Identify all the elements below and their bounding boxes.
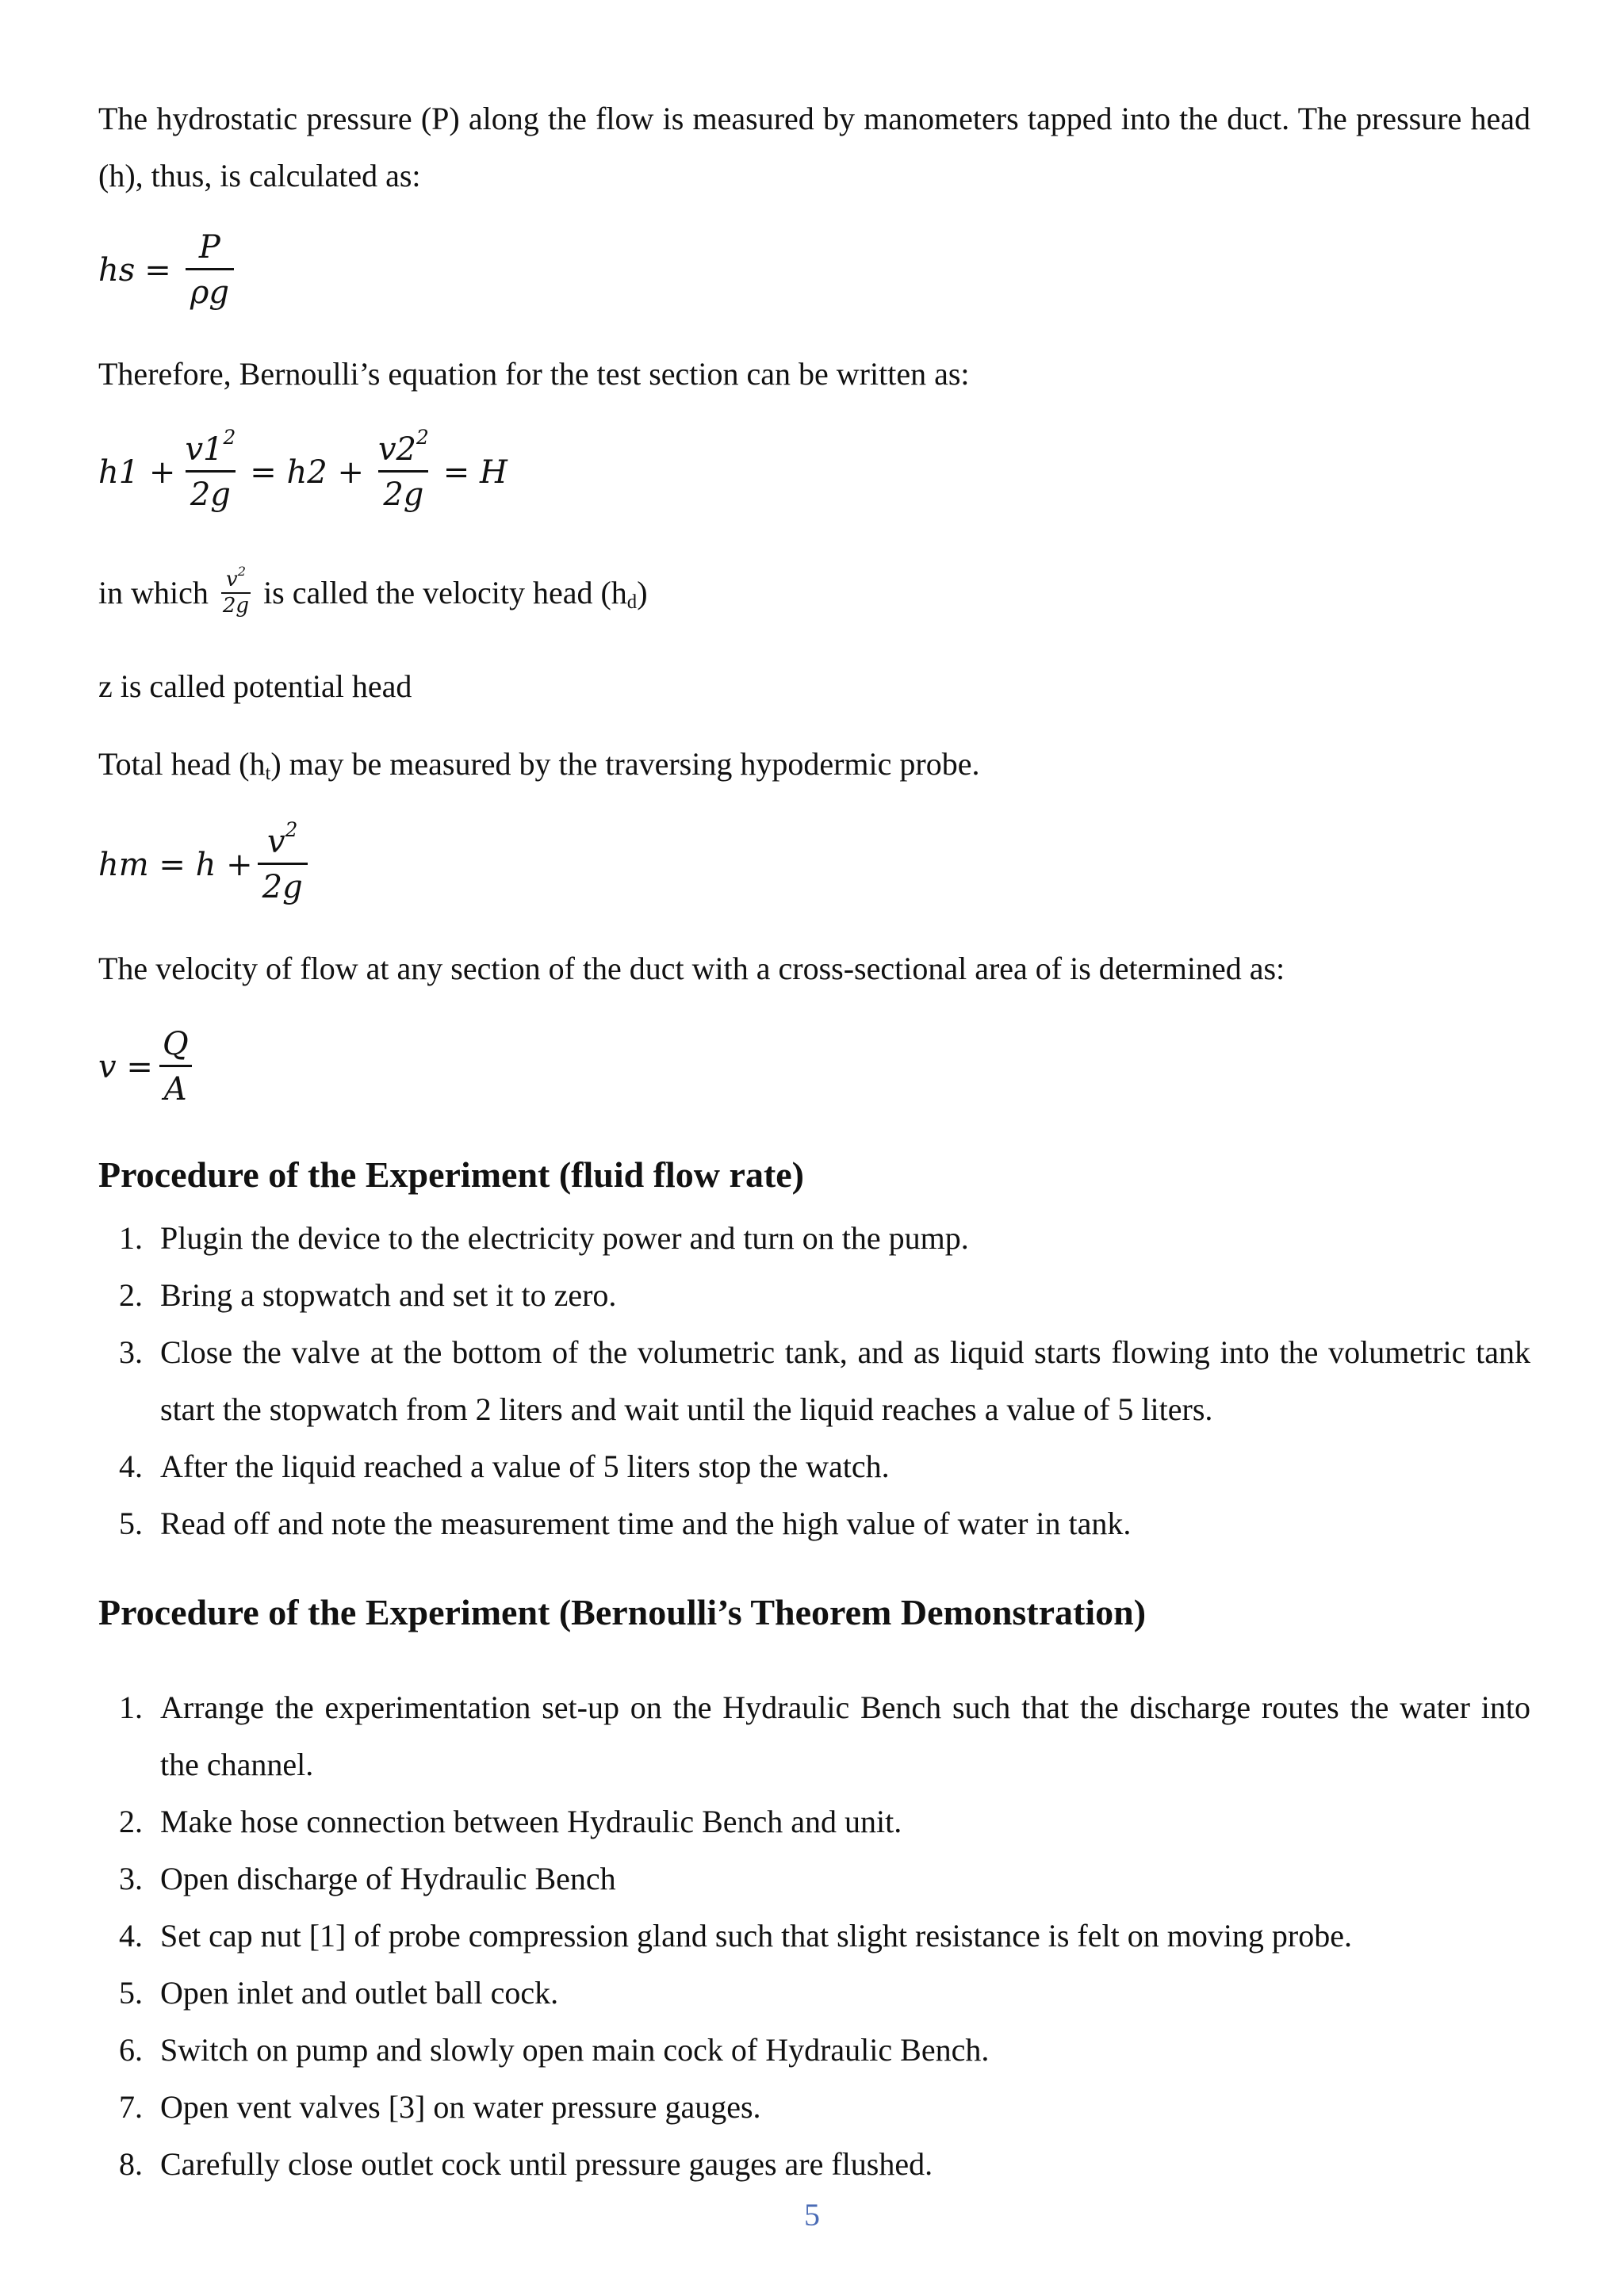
eq2-term3: = H bbox=[442, 453, 508, 491]
list-item: 3. Open discharge of Hydraulic Bench bbox=[119, 1861, 616, 1896]
eq2-term2: = h2 + bbox=[250, 453, 364, 491]
page-number: 5 bbox=[804, 2197, 820, 2233]
list-item: 4. Set cap nut [1] of probe compression gland such that slight resistance is felt on moving probe. bbox=[119, 1918, 1353, 1954]
list-item: 2. Make hose connection between Hydraulic Bench and unit. bbox=[119, 1804, 902, 1839]
velocity-paragraph: The velocity of flow at any section of the duct with a cross-sectional area of is determined as: bbox=[98, 951, 1285, 986]
equation-velocity bbox=[98, 1027, 198, 1107]
list-item: 6. Switch on pump and slowly open main cock of Hydraulic Bench. bbox=[119, 2032, 990, 2068]
list-item: 1. Plugin the device to the electricity power and turn on the pump. bbox=[119, 1220, 969, 1256]
velocity-head-fraction: $\frac{v^2}{2g}$ bbox=[222, 563, 250, 618]
eq2-f2-denominator: 2g bbox=[378, 470, 428, 512]
eq4-denominator: A bbox=[159, 1065, 192, 1107]
eq1-equals: = bbox=[144, 251, 171, 289]
equation-bernoulli bbox=[98, 426, 508, 513]
eq1-numerator: P bbox=[198, 229, 220, 266]
intro-paragraph: The hydrostatic pressure (P) along the flow is measured by manometers tapped into the duct. The pressure head (h), thus, is calculated as: bbox=[98, 101, 1530, 193]
eq3-lhs: hm = h + bbox=[98, 846, 253, 883]
equation-pressure-head bbox=[98, 230, 239, 310]
heading-bernoulli-procedure: Procedure of the Experiment (Bernoulli’s Theorem Demonstration) bbox=[98, 1592, 1147, 1632]
flow-rate-procedure-list bbox=[119, 1210, 1530, 1552]
velocity-head-paragraph: in which $\frac{v^2}{2g}$ is called the velocity head $(h_d)$ bbox=[98, 563, 648, 618]
bernoulli-intro: Therefore, Bernoulli’s equation for the test section can be written as: bbox=[98, 356, 970, 392]
eq4-fraction bbox=[158, 1027, 193, 1107]
eq3-fraction bbox=[258, 818, 308, 905]
eq4-numerator: Q bbox=[162, 1026, 189, 1062]
heading-flow-rate-procedure: Procedure of the Experiment (fluid flow rate) bbox=[98, 1154, 804, 1195]
eq2-f2-numerator: $v2^2$ bbox=[377, 426, 429, 468]
eq2-fraction1 bbox=[180, 426, 240, 513]
eq2-f1-numerator: $v1^2$ bbox=[185, 426, 236, 468]
list-item: 7. Open vent valves [3] on water pressure gauges. bbox=[119, 2089, 761, 2125]
eq1-fraction bbox=[186, 230, 234, 310]
list-item: 2. Bring a stopwatch and set it to zero. bbox=[119, 1277, 617, 1313]
list-item: 5. Open inlet and outlet ball cock. bbox=[119, 1975, 559, 2011]
eq2-fraction2 bbox=[373, 426, 434, 513]
eq2-f1-denominator: 2g bbox=[186, 470, 236, 512]
eq4-lhs: v = bbox=[98, 1048, 153, 1085]
equation-measured-head bbox=[98, 818, 312, 905]
bernoulli-procedure-list bbox=[119, 1679, 1530, 2193]
eq3-denominator: 2g bbox=[258, 863, 308, 905]
list-item: 5. Read off and note the measurement time and the high value of water in tank. bbox=[119, 1506, 1132, 1541]
list-item: 3. Close the valve at the bottom of the volumetric tank, and as liquid starts flowing into the volumetric tank start the stopwatch from 2 liters and wait until the liquid reaches a value of 5 liters. bbox=[119, 1334, 1530, 1427]
total-head-paragraph: Total head $(h_t)$ may be measured by the traversing hypodermic probe. bbox=[98, 746, 980, 785]
list-item: 4. After the liquid reached a value of 5 liters stop the watch. bbox=[119, 1448, 890, 1484]
potential-head-paragraph: z is called potential head bbox=[98, 668, 412, 704]
list-item: 1. Arrange the experimentation set-up on the Hydraulic Bench such that the discharge routes the water into the channel. bbox=[119, 1689, 1530, 1782]
eq1-lhs: hs bbox=[98, 251, 136, 289]
eq1-denominator: ρg bbox=[186, 268, 234, 310]
eq3-numerator: $v^2$ bbox=[266, 818, 298, 860]
eq2-term1: h1 + bbox=[98, 453, 176, 491]
list-item: 8. Carefully close outlet cock until pressure gauges are flushed. bbox=[119, 2146, 933, 2182]
